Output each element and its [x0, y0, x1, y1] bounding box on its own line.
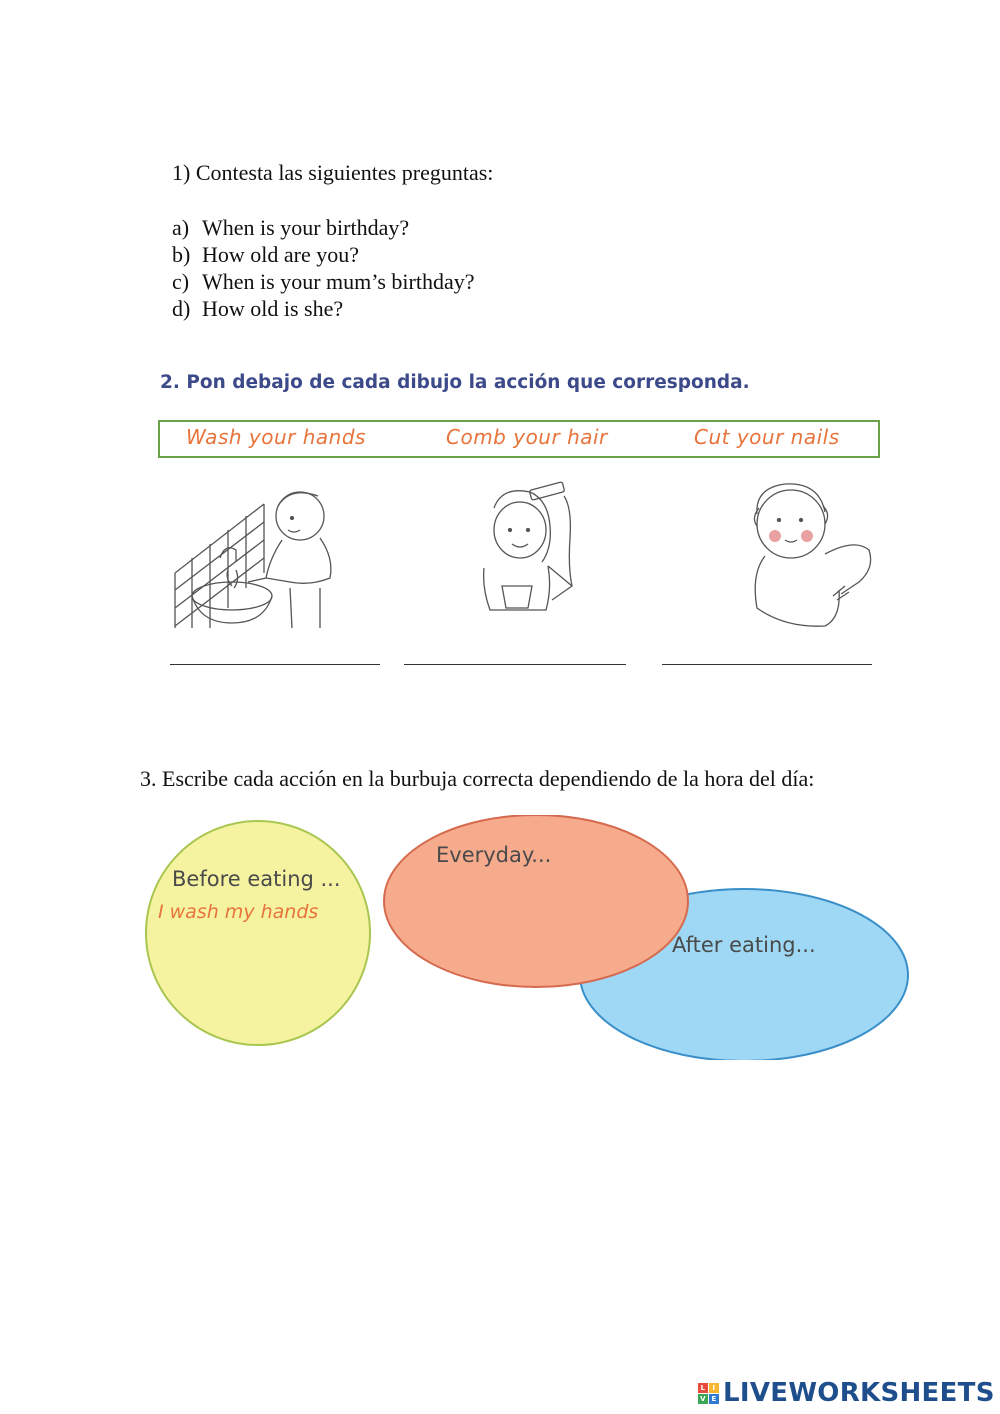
cut-nails-illustration: [745, 478, 885, 638]
wash-hands-illustration: [170, 478, 340, 638]
section3-title: 3. Escribe cada acción en la burbuja correcta dependiendo de la hora del día:: [140, 766, 815, 791]
question-item: [172, 214, 475, 241]
bubble-before-example: I wash my hands: [158, 901, 319, 923]
section1-title: 1) Contesta las siguientes preguntas:: [172, 160, 494, 185]
bubble-everyday: [384, 815, 688, 987]
question-list: [172, 214, 475, 322]
question-text: When is your birthday?: [202, 215, 410, 240]
question-item: [172, 268, 475, 295]
section2-title: 2. Pon debajo de cada dibujo la acción que corresponda.: [160, 372, 750, 393]
question-text: When is your mum’s birthday?: [202, 269, 475, 294]
question-label: d): [172, 296, 191, 321]
bubble-before-label: Before eating ...: [172, 867, 341, 891]
logo-cell-i: I: [709, 1383, 719, 1393]
question-label: b): [172, 242, 191, 267]
logo-cell-l: L: [698, 1383, 708, 1393]
answer-line-1[interactable]: [170, 664, 380, 665]
question-item: [172, 295, 475, 322]
bubble-before: [146, 821, 370, 1045]
question-label: a): [172, 215, 190, 240]
bubble-after-label: After eating...: [672, 933, 816, 957]
question-text: How old are you?: [202, 242, 360, 267]
word-comb-hair: Comb your hair: [446, 425, 608, 449]
answer-line-2[interactable]: [404, 664, 626, 665]
liveworksheets-brand: [698, 1378, 995, 1408]
logo-cell-e: E: [709, 1394, 719, 1404]
question-item: [172, 241, 475, 268]
answer-line-3[interactable]: [662, 664, 872, 665]
word-wash-hands: Wash your hands: [186, 425, 366, 449]
question-text: How old is she?: [202, 296, 344, 321]
liveworksheets-logo-icon: [698, 1383, 719, 1404]
word-bank: [158, 420, 880, 458]
brand-name: LIVEWORKSHEETS: [723, 1378, 995, 1408]
bubble-everyday-label: Everyday...: [436, 843, 552, 867]
question-label: c): [172, 269, 190, 294]
logo-cell-v: V: [698, 1394, 708, 1404]
time-bubbles: [140, 815, 920, 1060]
comb-hair-illustration: [422, 478, 592, 638]
word-cut-nails: Cut your nails: [694, 425, 840, 449]
